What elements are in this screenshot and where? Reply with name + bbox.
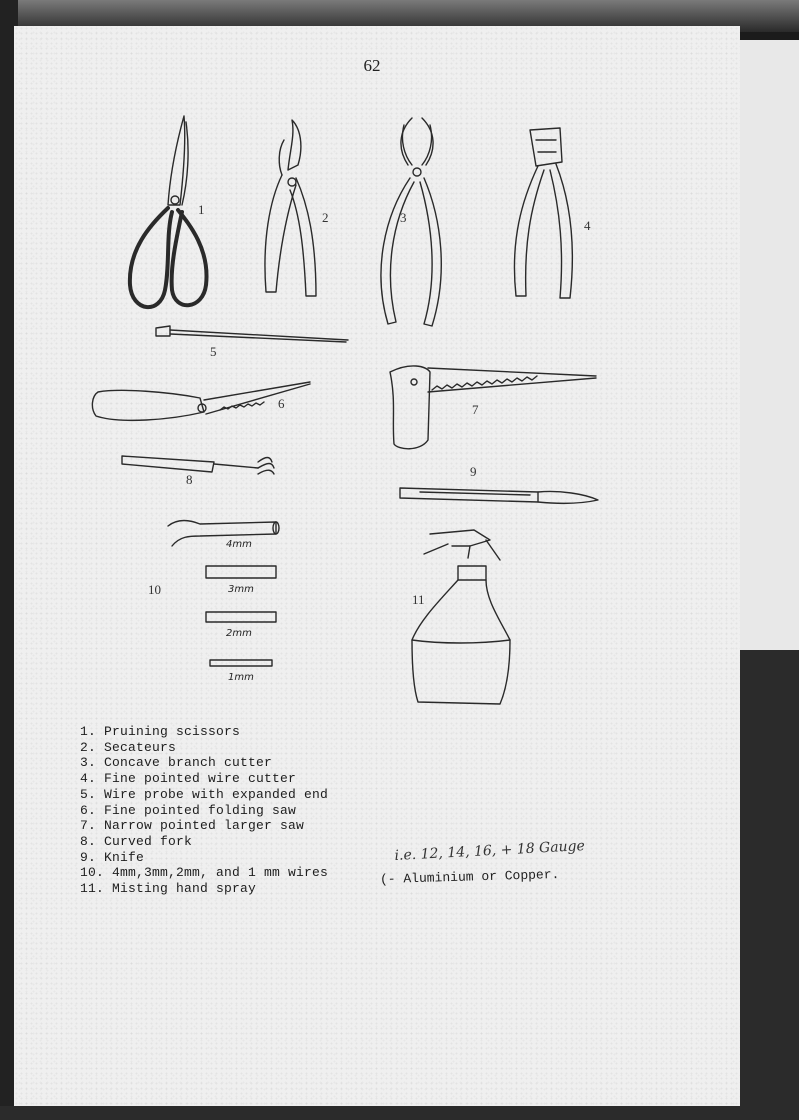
fig-11-number: 11 — [412, 592, 425, 607]
fig-9-number: 9 — [470, 464, 477, 479]
larger-saw-drawing — [390, 366, 596, 449]
legend-item-4: 4. Fine pointed wire cutter — [80, 771, 297, 787]
wire-samples-drawing — [168, 521, 279, 667]
wire-size-2mm: 2mm — [226, 628, 252, 639]
legend-item-6: 6. Fine pointed folding saw — [80, 802, 297, 818]
legend-item-11: 11. Misting hand spray — [80, 881, 257, 897]
gauge-handwritten-note: i.e. 12, 14, 16, + 18 Gauge — [394, 838, 586, 864]
fig-4-number: 4 — [584, 218, 591, 233]
tool-legend — [80, 724, 328, 897]
legend-item-5: 5. Wire probe with expanded end — [80, 786, 329, 802]
fig-3-number: 3 — [400, 210, 407, 225]
fig-1-number: 1 — [198, 202, 205, 217]
legend-item-3: 3. Concave branch cutter — [80, 755, 273, 771]
fig-7-number: 7 — [472, 402, 479, 417]
fig-8-number: 8 — [186, 472, 193, 487]
fig-5-number: 5 — [210, 344, 217, 359]
legend-item-8: 8. Curved fork — [80, 833, 193, 849]
legend-item-1: 1. Pruining scissors — [80, 724, 241, 739]
page-number: 62 — [363, 56, 381, 75]
fig-10-number: 10 — [148, 582, 161, 597]
curved-fork-drawing — [122, 456, 274, 474]
concave-cutter-drawing — [381, 118, 441, 326]
fig-6-number: 6 — [278, 396, 285, 411]
wire-size-1mm: 1mm — [228, 672, 254, 683]
wire-size-3mm: 3mm — [228, 584, 254, 595]
legend-item-7: 7. Narrow pointed larger saw — [80, 818, 305, 834]
misting-spray-drawing — [412, 530, 510, 704]
wire-size-4mm: 4mm — [226, 539, 252, 550]
legend-item-10: 10. 4mm,3mm,2mm, and 1 mm wires — [80, 865, 329, 881]
pruning-scissors-drawing — [130, 116, 207, 307]
legend-item-9: 9. Knife — [80, 849, 145, 865]
secateurs-drawing — [265, 120, 316, 296]
wire-probe-drawing — [156, 326, 348, 342]
fig-2-number: 2 — [322, 210, 329, 225]
wire-cutter-drawing — [514, 128, 572, 298]
knife-drawing — [400, 488, 598, 503]
legend-item-2: 2. Secateurs — [80, 739, 177, 755]
wire-material-note: (- Aluminium or Copper. — [379, 866, 560, 887]
